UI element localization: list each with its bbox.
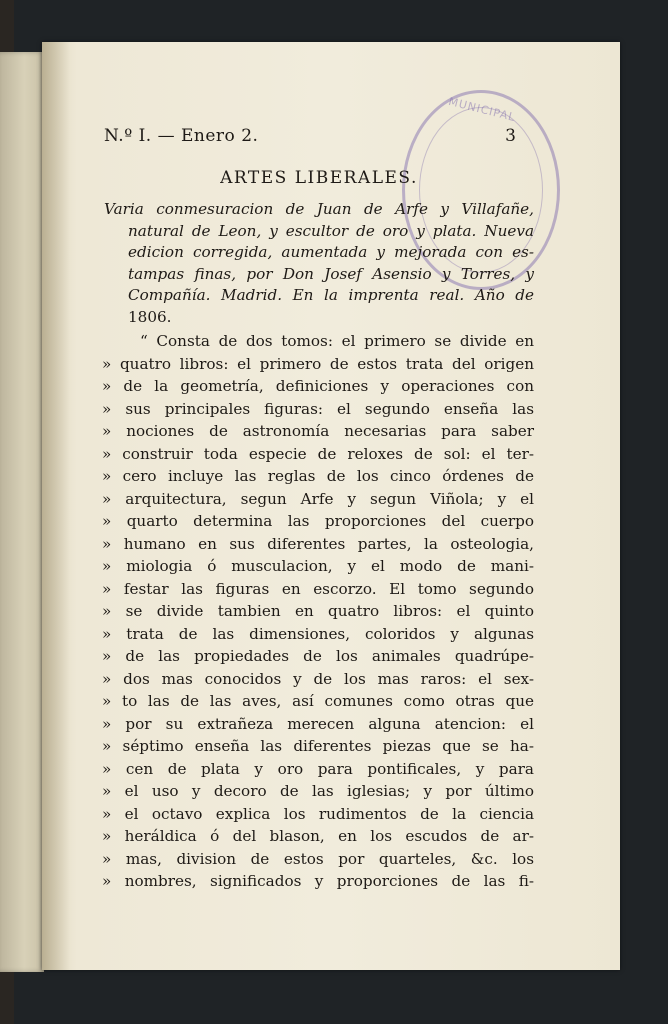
body-line: » to las de las aves, así comunes como otras que bbox=[102, 692, 534, 710]
body-line: » trata de las dimensiones, coloridos y algunas bbox=[102, 624, 534, 643]
body-line: » festar las figuras en escorzo. El tomo segundo bbox=[102, 579, 534, 598]
body-line: » el octavo explica los rudimentos de la ciencia bbox=[102, 804, 534, 823]
body-line: » construir toda especie de reloxes de sol: el ter- bbox=[102, 444, 534, 463]
book-title-block bbox=[104, 199, 534, 329]
article-body bbox=[102, 330, 534, 893]
body-line: » sus principales figuras: el segundo enseña las bbox=[102, 399, 534, 418]
body-line: » humano en sus diferentes partes, la osteologia, bbox=[102, 534, 534, 553]
issue-header: N.º I. — Enero 2. bbox=[104, 126, 259, 146]
section-title: ARTES LIBERALES. bbox=[220, 168, 418, 188]
body-line: » arquitectura, segun Arfe y segun Viñola; y el bbox=[102, 489, 534, 508]
title-line: Compañía. Madrid. En la imprenta real. Año de bbox=[128, 286, 534, 305]
title-line: 1806. bbox=[128, 307, 172, 326]
title-line: edicion corregida, aumentada y mejorada con es- bbox=[128, 243, 534, 262]
body-line: “ Consta de dos tomos: el primero se divide en bbox=[140, 332, 534, 350]
body-line: » miologia ó musculacion, y el modo de mani- bbox=[102, 557, 534, 575]
page-number: 3 bbox=[505, 126, 516, 146]
body-line: » de las propiedades de los animales quadrúpe- bbox=[102, 647, 534, 665]
title-line: Varia conmesuracion de Juan de Arfe y Villafañe, bbox=[104, 200, 534, 218]
body-line: » por su extrañeza merecen alguna atencion: el bbox=[102, 714, 534, 733]
body-line: » séptimo enseña las diferentes piezas que se ha- bbox=[102, 737, 534, 755]
title-line: tampas finas, por Don Josef Asensio y Torres, y bbox=[128, 264, 534, 283]
body-line: » nombres, significados y proporciones de las fi- bbox=[102, 872, 534, 890]
body-line: » heráldica ó del blason, en los escudos de ar- bbox=[102, 827, 534, 845]
body-line: » cero incluye las reglas de los cinco órdenes de bbox=[102, 467, 534, 485]
body-line: » quarto determina las proporciones del cuerpo bbox=[102, 512, 534, 530]
body-line: » nociones de astronomía necesarias para saber bbox=[102, 422, 534, 440]
book-page bbox=[42, 42, 620, 970]
body-line: » dos mas conocidos y de los mas raros: el sex- bbox=[102, 669, 534, 688]
body-line: » quatro libros: el primero de estos trata del origen bbox=[102, 354, 534, 373]
library-stamp-text: MUNICIPAL bbox=[447, 94, 517, 125]
body-line: » se divide tambien en quatro libros: el quinto bbox=[102, 602, 534, 620]
title-line: natural de Leon, y escultor de oro y plata. Nueva bbox=[128, 221, 534, 240]
body-line: » el uso y decoro de las iglesias; y por último bbox=[102, 782, 534, 800]
body-line: » cen de plata y oro para pontificales, y para bbox=[102, 759, 534, 778]
body-line: » mas, division de estos por quarteles, &c. los bbox=[102, 849, 534, 868]
facing-page-edge bbox=[0, 52, 44, 972]
page-gutter-shadow bbox=[42, 42, 70, 970]
body-line: » de la geometría, definiciones y operaciones con bbox=[102, 377, 534, 395]
